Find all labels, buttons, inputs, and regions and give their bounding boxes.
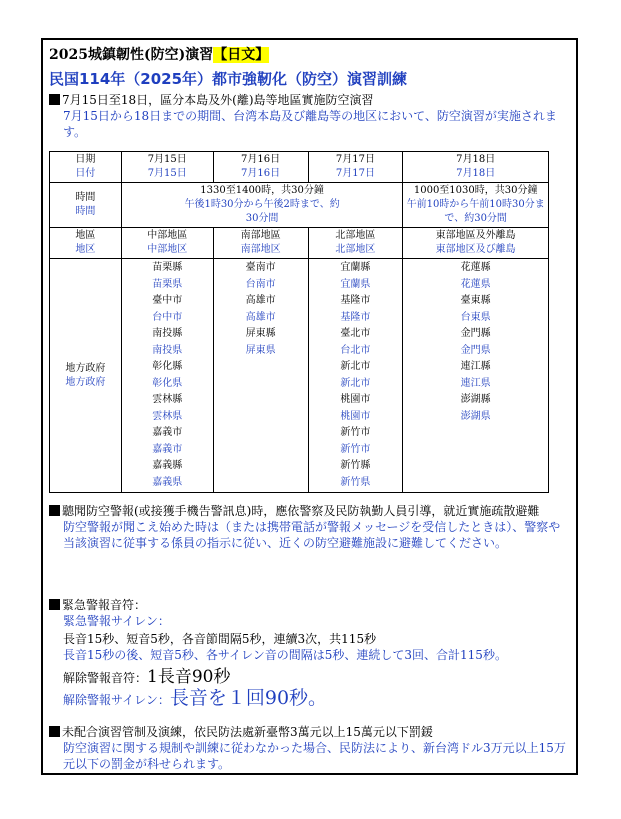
bullet-square-icon xyxy=(49,599,60,610)
gov-item-ja: 彰化県 xyxy=(152,377,183,389)
gov-item-zh: 臺南市 xyxy=(245,262,276,273)
evac-zh: 聽聞防空警報(或接獲手機告警訊息)時，應依警察及民防執勤人員引導，就近實施疏散避難 xyxy=(49,503,568,519)
gov-item-ja: 基隆市 xyxy=(340,311,371,323)
gov-item-zh: 桃園市 xyxy=(340,394,371,405)
table-row xyxy=(50,259,549,493)
gov-list-central xyxy=(121,259,213,493)
date-cell: 7月16日 7月16日 xyxy=(213,152,308,183)
gov-item-zh: 新竹市 xyxy=(340,427,371,438)
gov-item-ja: 桃園市 xyxy=(340,410,371,422)
time-cell-east: 1000至1030時，共30分鐘 午前10時から午前10時30分まで、約30分間 xyxy=(403,183,549,228)
region-label: 地區 地区 xyxy=(50,228,122,259)
intro-zh: 7月15日至18日，區分本島及外(離)島等地區實施防空演習 xyxy=(49,92,568,108)
gov-item-zh: 新北市 xyxy=(340,361,371,372)
gov-item-zh: 屏東縣 xyxy=(245,328,276,339)
schedule-table xyxy=(49,151,549,493)
date-cell: 7月17日 7月17日 xyxy=(308,152,403,183)
clear-zh: 解除警報音符：1長音90秒 xyxy=(63,667,231,687)
gov-item-ja: 嘉義県 xyxy=(152,476,183,488)
gov-item-ja: 台北市 xyxy=(340,344,371,356)
intro-ja: 7月15日から18日までの期間、台湾本島及び離島等の地区において、防空演習が実施されます。 xyxy=(63,109,557,139)
gov-label: 地方政府 地方政府 xyxy=(50,259,122,493)
bullet-square-icon xyxy=(49,726,60,737)
gov-item-ja: 台東県 xyxy=(460,311,491,323)
table-row xyxy=(50,183,549,228)
gov-item-zh: 澎湖縣 xyxy=(460,394,491,405)
gov-item-ja: 花蓮県 xyxy=(460,278,491,290)
gov-item-zh: 嘉義縣 xyxy=(152,460,183,471)
evac-ja: 防空警報が聞こえ始めた時は（または携帯電話が警報メッセージを受信したときは）、警察や当該演習に従事する係員の指示に従い、近くの防空避難施設に避難してください。 xyxy=(63,520,561,550)
bullet-square-icon xyxy=(49,505,60,516)
gov-item-zh: 臺北市 xyxy=(340,328,371,339)
date-cell: 7月18日 7月18日 xyxy=(403,152,549,183)
gov-item-ja: 澎湖県 xyxy=(460,410,491,422)
notice-frame xyxy=(41,38,578,775)
gov-item-ja: 連江県 xyxy=(460,377,491,389)
gov-item-zh: 雲林縣 xyxy=(152,394,183,405)
gov-item-zh: 連江縣 xyxy=(460,361,491,372)
table-row xyxy=(50,228,549,259)
gov-item-zh: 南投縣 xyxy=(152,328,183,339)
gov-item-ja: 高雄市 xyxy=(245,311,276,323)
penalty-section xyxy=(49,724,568,772)
siren-heading-zh: 緊急警報音符： xyxy=(49,597,568,613)
gov-item-ja: 宜蘭県 xyxy=(340,278,371,290)
gov-item-zh: 彰化縣 xyxy=(152,361,183,372)
region-cell: 北部地區 北部地区 xyxy=(308,228,403,259)
gov-item-ja: 新北市 xyxy=(340,377,371,389)
title-ja: 民国114年（2025年）都市強靭化（防空）演習訓練 xyxy=(49,70,408,88)
bullet-square-icon xyxy=(49,94,60,105)
clear-ja: 解除警報サイレン：長音を１回90秒。 xyxy=(63,687,328,709)
gov-item-ja: 金門県 xyxy=(460,344,491,356)
gov-list-eastern xyxy=(403,259,549,493)
table-row xyxy=(50,152,549,183)
penalty-zh: 未配合演習管制及演練，依民防法處新臺幣3萬元以上15萬元以下罰鍰 xyxy=(49,724,568,740)
intro-section xyxy=(49,92,568,140)
gov-item-zh: 臺中市 xyxy=(152,295,183,306)
time-label: 時間 時間 xyxy=(50,183,122,228)
gov-list-northern xyxy=(308,259,403,493)
gov-item-ja: 雲林県 xyxy=(152,410,183,422)
date-label: 日期 日付 xyxy=(50,152,122,183)
gov-item-ja: 南投県 xyxy=(152,344,183,356)
gov-item-zh: 花蓮縣 xyxy=(460,262,491,273)
siren-desc-ja: 長音15秒の後、短音5秒、各サイレン音の間隔は5秒、連続して3回、合計115秒。 xyxy=(63,648,507,662)
evac-section xyxy=(49,503,568,551)
gov-item-ja: 嘉義市 xyxy=(152,443,183,455)
region-cell: 中部地區 中部地区 xyxy=(121,228,213,259)
gov-item-zh: 高雄市 xyxy=(245,295,276,306)
gov-item-zh: 新竹縣 xyxy=(340,460,371,471)
gov-item-zh: 嘉義市 xyxy=(152,427,183,438)
gov-item-zh: 金門縣 xyxy=(460,328,491,339)
gov-item-zh: 基隆市 xyxy=(340,295,371,306)
region-cell: 東部地區及外離島 東部地区及び離島 xyxy=(403,228,549,259)
gov-item-ja: 台中市 xyxy=(152,311,183,323)
region-cell: 南部地區 南部地区 xyxy=(213,228,308,259)
title-zh xyxy=(49,44,269,64)
siren-section xyxy=(49,597,568,710)
gov-item-ja: 苗栗県 xyxy=(152,278,183,290)
gov-item-ja: 台南市 xyxy=(245,278,276,290)
date-cell: 7月15日 7月15日 xyxy=(121,152,213,183)
gov-list-southern xyxy=(213,259,308,493)
gov-item-ja: 新竹県 xyxy=(340,476,371,488)
gov-item-ja: 新竹市 xyxy=(340,443,371,455)
language-tag: 【日文】 xyxy=(213,47,270,63)
gov-item-zh: 宜蘭縣 xyxy=(340,262,371,273)
siren-heading-ja: 緊急警報サイレン： xyxy=(63,614,170,628)
gov-item-zh: 臺東縣 xyxy=(460,295,491,306)
time-cell-main: 1330至1400時，共30分鐘 午後1時30分から午後2時まで、約30分間 xyxy=(121,183,403,228)
gov-item-zh: 苗栗縣 xyxy=(152,262,183,273)
siren-desc-zh: 長音15秒、短音5秒，各音節間隔5秒，連續3次，共115秒 xyxy=(63,632,377,646)
title-prefix: 2025城鎮韌性(防空)演習 xyxy=(49,47,214,63)
gov-item-ja: 屏東県 xyxy=(245,344,276,356)
penalty-ja: 防空演習に関する規制や訓練に従わなかった場合、民防法により、新台湾ドル3万元以上15万元以下の罰金が科せられます。 xyxy=(63,741,566,771)
